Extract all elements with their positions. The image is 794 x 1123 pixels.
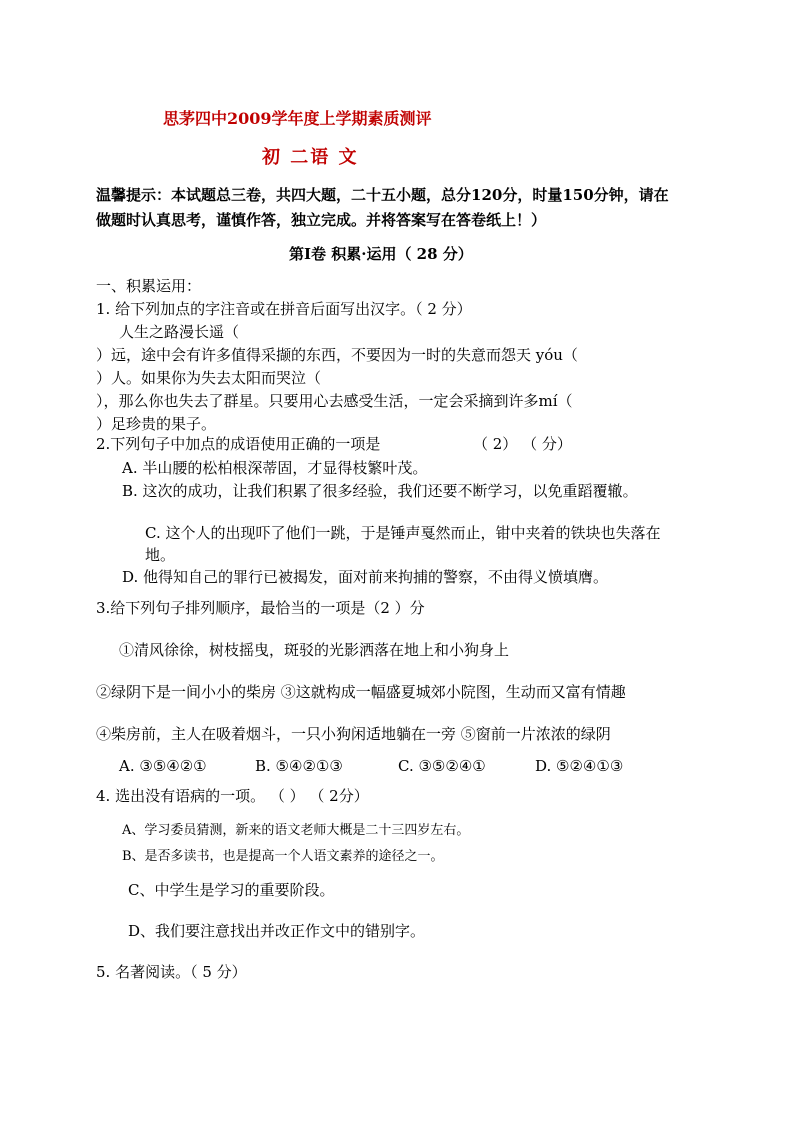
q4-option-a: A、学习委员猜测，新来的语文老师大概是二十三四岁左右。	[122, 823, 470, 838]
q4-option-b: B、是否多读书，也是提高一个人语文素养的途径之一。	[122, 849, 444, 864]
part-heading: 一、积累运用：	[96, 277, 202, 295]
q3-sentence-4-5: ④柴房前，主人在吸着烟斗，一只小狗闲适地躺在一旁 ⑤窗前一片浓浓的绿阴	[96, 725, 611, 743]
q2-score: （ 2） （ 分）	[473, 435, 572, 453]
q1-line: ）人。如果你为失去太阳而哭泣（	[96, 369, 322, 387]
q3-sentence-1: ①清风徐徐，树枝摇曳，斑驳的光影洒落在地上和小狗身上	[119, 641, 510, 659]
exam-title: 思茅四中2009学年度上学期素质测评	[163, 109, 432, 128]
q2-option-b: B. 这次的成功，让我们积累了很多经验，我们还要不断学习，以免重蹈覆辙。	[122, 482, 638, 500]
notice-line-2: 做题时认真思考，谨慎作答，独立完成。并将答案写在答卷纸上！）	[96, 211, 547, 229]
q2-option-c: C. 这个人的出现吓了他们一跳，于是锤声戛然而止，钳中夹着的铁块也失落在	[145, 524, 661, 542]
q2-option-d: D. 他得知自己的罪行已被揭发，面对前来拘捕的警察，不由得义愤填膺。	[122, 568, 609, 586]
q3-option-a: A. ③⑤④②①	[119, 757, 207, 775]
q1-line: ）足珍贵的果子。	[96, 415, 217, 433]
q2-option-a: A. 半山腰的松柏根深蒂固，才显得枝繁叶茂。	[122, 459, 428, 477]
q3-option-d: D. ⑤②④①③	[535, 757, 624, 775]
q3-sentence-2-3: ②绿阴下是一间小小的柴房 ③这就构成一幅盛夏城郊小院图，生动而又富有情趣	[96, 683, 626, 701]
q2-stem: 2.下列句子中加点的成语使用正确的一项是	[96, 435, 381, 453]
q1-line: 人生之路漫长遥（	[119, 323, 240, 341]
q4-option-c: C、中学生是学习的重要阶段。	[128, 881, 335, 899]
q4-option-d: D、我们要注意找出并改正作文中的错别字。	[128, 922, 426, 940]
subject-title: 初 二语 文	[262, 147, 359, 168]
notice-line-1: 温馨提示：本试题总三卷，共四大题，二十五小题，总分120分，时量150分钟，请在	[96, 186, 669, 204]
section-heading: 第Ⅰ卷 积累·运用（ 28 分）	[289, 245, 473, 263]
q3-stem: 3.给下列句子排列顺序，最恰当的一项是（2 ）分	[96, 599, 425, 617]
q1-line: ），那么你也失去了群星。只要用心去感受生活，一定会采摘到许多mí（	[96, 392, 573, 410]
q3-options	[119, 756, 623, 776]
q3-option-c: C. ③⑤②④①	[398, 757, 486, 775]
q2-option-c-cont: 地。	[145, 546, 176, 564]
q3-option-b: B. ⑤④②①③	[255, 757, 343, 775]
q1-stem: 1. 给下列加点的字注音或在拼音后面写出汉字。（ 2 分）	[96, 300, 472, 318]
q4-stem: 4. 选出没有语病的一项。 （ ） （ 2分）	[96, 787, 369, 805]
q1-line: ）远，途中会有许多值得采撷的东西，不要因为一时的失意而怨天 yóu（	[96, 346, 578, 364]
q5-stem: 5. 名著阅读。（ 5 分）	[96, 963, 247, 981]
